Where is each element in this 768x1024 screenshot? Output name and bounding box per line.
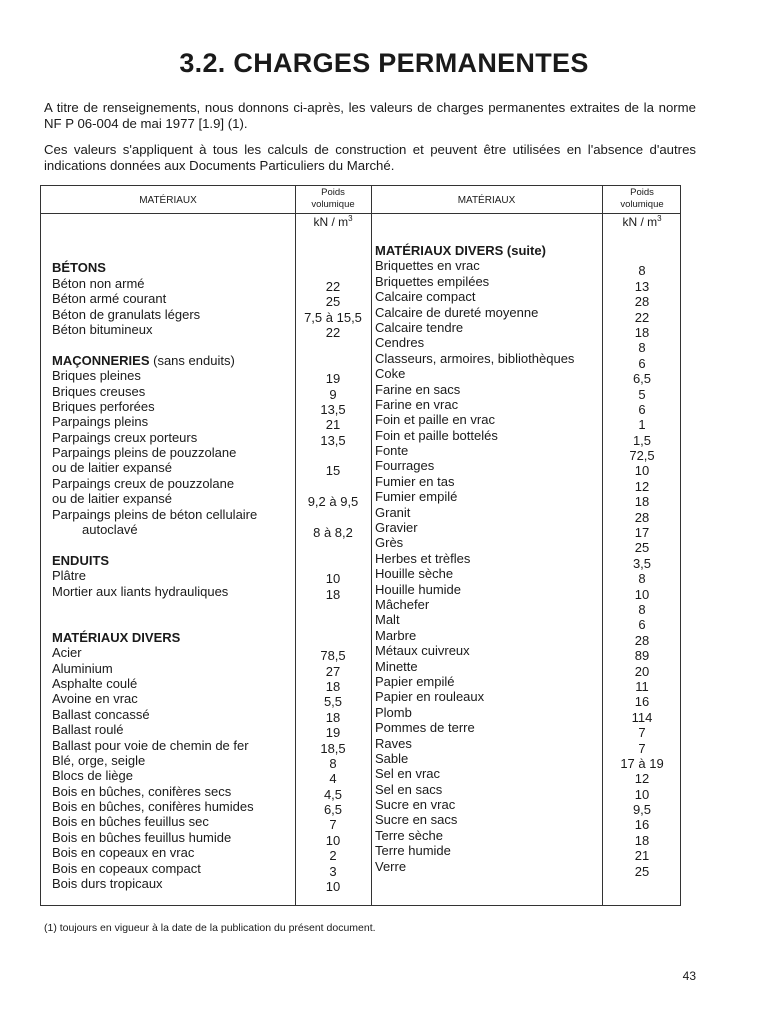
table-row [375, 289, 680, 310]
right-column [375, 243, 680, 879]
density-value: 5,5 [323, 694, 343, 710]
table-row [375, 797, 680, 818]
footnote: (1) toujours en vigueur à la date de la publication du présent document. [44, 922, 376, 934]
table-row [375, 427, 680, 448]
material-name: Gravier [375, 520, 418, 536]
table-row [375, 550, 680, 571]
unit-exponent: 3 [657, 214, 662, 223]
table-row [52, 783, 352, 802]
table-row [52, 768, 352, 787]
material-name: Pommes de terre [375, 720, 475, 736]
density-value: 18 [325, 678, 341, 694]
density-value: 17 à 19 [620, 755, 664, 771]
table-row [375, 396, 680, 417]
density-value: 27 [325, 663, 341, 679]
table-row [52, 291, 352, 310]
density-value: 16 [634, 817, 650, 833]
table-row [375, 750, 680, 771]
density-value: 4,5 [323, 786, 343, 802]
page-number: 43 [682, 969, 696, 983]
intro-paragraph-1: A titre de renseignements, nous donnons ci-après, les valeurs de charges permanentes extraites de la norme NF P 06-004 de mai 1977 [1.9] (1). [44, 100, 696, 131]
material-name: Mâchefer [375, 596, 430, 612]
material-name: Fumier en tas [375, 473, 455, 489]
table-row [375, 443, 680, 464]
density-value: 10 [325, 879, 341, 895]
table-row [375, 827, 680, 848]
spacer-row [52, 245, 352, 260]
table-row [52, 737, 352, 756]
table-row [375, 612, 680, 633]
material-name: Farine en sacs [375, 381, 461, 397]
table-row [375, 304, 680, 325]
spacer-row [52, 337, 352, 352]
material-name: Bois en copeaux compact [52, 860, 201, 876]
table-row [375, 366, 680, 387]
table-row [375, 673, 680, 694]
material-name: Métaux cuivreux [375, 643, 470, 659]
density-value: 7 [638, 740, 646, 756]
table-row [375, 319, 680, 340]
density-value: 4 [329, 771, 337, 787]
table-row [52, 691, 352, 710]
table-row [375, 766, 680, 787]
table-row [52, 429, 352, 448]
density-value: 18,5 [320, 740, 346, 756]
material-name: Sel en sacs [375, 781, 443, 797]
material-name: Foin et paille en vrac [375, 412, 495, 428]
table-row [52, 752, 352, 771]
density-value: 13 [634, 278, 650, 294]
table-row [375, 350, 680, 371]
header-volumique-label: volumique [620, 199, 664, 210]
material-name: Asphalte coulé [52, 675, 138, 691]
density-value: 9 [329, 386, 337, 402]
table-row [52, 522, 353, 541]
table-row [375, 596, 680, 617]
material-name: Sucre en sacs [375, 812, 458, 828]
density-value: 78,5 [320, 648, 346, 664]
material-name: Herbes et trèfles [375, 550, 471, 566]
section-heading [52, 630, 352, 645]
material-name: Grès [375, 535, 404, 551]
table-row [52, 706, 352, 725]
material-name: ou de laitier expansé [52, 460, 172, 476]
material-name: Houille sèche [375, 566, 454, 582]
density-value: 8 [329, 755, 337, 771]
material-name: Bois en bûches, conifères secs [52, 783, 232, 799]
table-row [52, 398, 352, 417]
density-value: 25 [634, 863, 650, 879]
density-value: 18 [325, 709, 341, 725]
table-row [375, 781, 680, 802]
material-name: Houille humide [375, 581, 461, 597]
density-value: 10 [325, 571, 341, 587]
spacer-row [52, 599, 352, 614]
material-name: Parpaings pleins de béton cellulaire [52, 506, 258, 522]
density-value: 114 [631, 709, 653, 725]
section-title: BÉTONS [52, 260, 106, 276]
material-name: Béton armé courant [52, 291, 167, 307]
header-unit-right [602, 214, 682, 229]
material-name: Calcaire de dureté moyenne [375, 304, 539, 320]
material-name: Cendres [375, 335, 425, 351]
density-value: 12 [634, 771, 650, 787]
material-name: Parpaings pleins [52, 414, 149, 430]
material-name: Coke [375, 366, 406, 382]
material-name: Ballast roulé [52, 722, 124, 738]
table-row [375, 258, 680, 279]
material-name: Aluminium [52, 660, 113, 676]
material-name: Papier en rouleaux [375, 689, 485, 705]
table-row [375, 858, 680, 879]
material-name: Mortier aux liants hydrauliques [52, 583, 229, 599]
material-name: Bois durs tropicaux [52, 876, 163, 892]
left-column [52, 245, 362, 895]
table-row [375, 458, 680, 479]
material-name: Briques pleines [52, 368, 141, 384]
header-poids-label: Poids [321, 187, 345, 198]
density-value: 13,5 [320, 401, 346, 417]
material-name: Béton de granulats légers [52, 306, 201, 322]
material-name: Blocs de liège [52, 768, 133, 784]
material-name: autoclavé [82, 522, 138, 538]
density-value: 8 [638, 263, 646, 279]
header-volumique-label: volumique [311, 199, 355, 210]
density-value: 7,5 à 15,5 [304, 309, 362, 325]
material-name: Bois en bûches feuillus sec [52, 814, 209, 830]
density-value: 6,5 [632, 371, 652, 387]
material-name: Marbre [375, 627, 417, 643]
table-row [375, 489, 680, 510]
table-row [52, 675, 352, 694]
header-materials-right: MATÉRIAUX [457, 195, 516, 206]
table-row [52, 845, 352, 864]
material-name: Classeurs, armoires, bibliothèques [375, 350, 575, 366]
density-value: 22 [634, 309, 650, 325]
density-value: 25 [634, 540, 650, 556]
material-name: Briquettes en vrac [375, 258, 480, 274]
table-row [375, 843, 680, 864]
material-name: Parpaings pleins de pouzzolane [52, 445, 237, 461]
table-row [375, 535, 680, 556]
table-row [52, 383, 352, 402]
density-value: 28 [634, 632, 650, 648]
material-name: Briquettes empilées [375, 273, 490, 289]
unit-base: kN / m [622, 215, 658, 229]
density-value: 3 [329, 863, 337, 879]
density-value: 21 [634, 848, 650, 864]
density-value: 21 [325, 417, 341, 433]
table-row [375, 473, 680, 494]
density-value: 3,5 [632, 555, 652, 571]
table-row [375, 381, 680, 402]
section-note: (sans enduits) [149, 352, 235, 368]
spacer-row [52, 614, 352, 629]
table-row [52, 275, 352, 294]
density-value: 1,5 [632, 432, 652, 448]
table-row [52, 860, 352, 879]
table-row [52, 645, 352, 664]
material-name: Béton bitumineux [52, 321, 153, 337]
density-value: 2 [329, 848, 337, 864]
density-value: 22 [325, 278, 341, 294]
material-name: Farine en vrac [375, 396, 459, 412]
table-row [375, 812, 680, 833]
density-value: 8 [638, 340, 646, 356]
table-row [52, 414, 352, 433]
table-row [52, 583, 352, 602]
material-name: Calcaire tendre [375, 319, 464, 335]
material-name: Sel en vrac [375, 766, 441, 782]
material-name: Verre [375, 858, 407, 874]
density-value: 13,5 [320, 432, 346, 448]
header-poids-label: Poids [630, 187, 654, 198]
table-row [52, 507, 352, 522]
density-value: 18 [634, 324, 650, 340]
density-value: 18 [634, 494, 650, 510]
material-name: Bois en bûches, conifères humides [52, 799, 254, 815]
intro-paragraph-2: Ces valeurs s'appliquent à tous les calculs de construction et peuvent être utilisées en l'absence d'autres indications données aux Documents Particuliers du Marché. [44, 142, 696, 173]
spacer-row [52, 537, 352, 552]
table-row [375, 658, 680, 679]
material-name: Fonte [375, 443, 409, 459]
density-value: 20 [634, 663, 650, 679]
density-value: 10 [325, 832, 341, 848]
material-name: Fourrages [375, 458, 435, 474]
table-row [375, 735, 680, 756]
density-value: 18 [634, 832, 650, 848]
material-name: Fumier empilé [375, 489, 458, 505]
density-value: 22 [325, 324, 341, 340]
material-name: Terre sèche [375, 827, 443, 843]
material-name: Papier empilé [375, 673, 455, 689]
material-name: Parpaings creux de pouzzolane [52, 475, 235, 491]
table-row [375, 627, 680, 648]
material-name: Avoine en vrac [52, 691, 138, 707]
density-value: 6,5 [323, 802, 343, 818]
section-heading [52, 260, 352, 275]
density-value: 72,5 [629, 448, 655, 464]
table-divider [371, 186, 372, 905]
material-name: Plâtre [52, 568, 86, 584]
density-value: 19 [325, 371, 341, 387]
density-value: 7 [329, 817, 337, 833]
material-name: Bois en bûches feuillus humide [52, 829, 232, 845]
table-row [375, 689, 680, 710]
material-name: Briques creuses [52, 383, 146, 399]
section-title: ENDUITS [52, 552, 110, 568]
section-title: MAÇONNERIES [52, 352, 150, 368]
table-row [375, 335, 680, 356]
material-name: Ballast pour voie de chemin de fer [52, 737, 249, 753]
table-row [52, 829, 352, 848]
table-row [375, 504, 680, 525]
section-title: MATÉRIAUX DIVERS [52, 629, 181, 645]
unit-base: kN / m [313, 215, 349, 229]
section-title: MATÉRIAUX DIVERS (suite) [375, 243, 546, 258]
table-row [52, 321, 352, 340]
table-row [52, 799, 352, 818]
header-poids-left [295, 187, 371, 211]
material-name: Minette [375, 658, 418, 674]
material-name: Calcaire compact [375, 289, 476, 305]
material-name: Sucre en vrac [375, 797, 456, 813]
header-materials-left: MATÉRIAUX [139, 195, 197, 206]
table-row [375, 720, 680, 741]
material-name: Terre humide [375, 843, 451, 859]
table-row [52, 306, 362, 325]
density-value: 10 [634, 786, 650, 802]
material-name: Acier [52, 645, 82, 661]
density-value: 15 [325, 463, 341, 479]
section-heading [375, 243, 680, 258]
density-value: 6 [638, 355, 646, 371]
material-name: Granit [375, 504, 411, 520]
table-row [52, 491, 359, 510]
table-row [375, 520, 680, 541]
density-value: 28 [634, 294, 650, 310]
table-row [375, 412, 680, 433]
material-name: Béton non armé [52, 275, 145, 291]
charges-table [40, 185, 681, 906]
material-name: Blé, orge, seigle [52, 752, 146, 768]
table-row [52, 722, 352, 741]
page-title: 3.2. CHARGES PERMANENTES [179, 48, 589, 78]
header-poids-right [602, 187, 682, 211]
material-name: ou de laitier expansé [52, 491, 172, 507]
density-value: 12 [634, 478, 650, 494]
density-value: 10 [634, 586, 650, 602]
table-row [52, 568, 352, 587]
density-value: 5 [638, 386, 646, 402]
density-value: 9,2 à 9,5 [307, 494, 359, 510]
density-value: 16 [634, 694, 650, 710]
material-name: Malt [375, 612, 400, 628]
density-value: 10 [634, 463, 650, 479]
table-row [375, 566, 680, 587]
table-row [52, 460, 352, 479]
section-heading [52, 553, 352, 568]
table-row [52, 445, 352, 460]
table-row [375, 643, 680, 664]
material-name: Foin et paille bottelés [375, 427, 498, 443]
table-row [52, 368, 352, 387]
table-row [52, 814, 352, 833]
unit-exponent: 3 [348, 214, 353, 223]
table-row [52, 476, 352, 491]
density-value: 18 [325, 586, 341, 602]
material-name: Parpaings creux porteurs [52, 429, 198, 445]
header-unit-left [295, 214, 371, 229]
density-value: 19 [325, 725, 341, 741]
density-value: 28 [634, 509, 650, 525]
material-name: Briques perforées [52, 398, 155, 414]
density-value: 6 [638, 617, 646, 633]
table-row [52, 876, 352, 895]
material-name: Ballast concassé [52, 706, 150, 722]
table-row [375, 704, 680, 725]
density-value: 25 [325, 294, 341, 310]
density-value: 1 [638, 417, 646, 433]
material-name: Raves [375, 735, 412, 751]
section-heading [52, 353, 352, 368]
density-value: 17 [634, 525, 650, 541]
table-row [375, 273, 680, 294]
density-value: 6 [638, 401, 646, 417]
density-value: 7 [638, 725, 646, 741]
material-name: Bois en copeaux en vrac [52, 845, 195, 861]
table-row [375, 581, 680, 602]
table-row [52, 660, 352, 679]
density-value: 8 [638, 601, 646, 617]
density-value: 89 [634, 648, 650, 664]
density-value: 8 [638, 571, 646, 587]
density-value: 11 [635, 678, 649, 694]
material-name: Sable [375, 750, 409, 766]
material-name: Plomb [375, 704, 412, 720]
density-value: 9,5 [632, 802, 652, 818]
density-value: 8 à 8,2 [313, 525, 353, 541]
